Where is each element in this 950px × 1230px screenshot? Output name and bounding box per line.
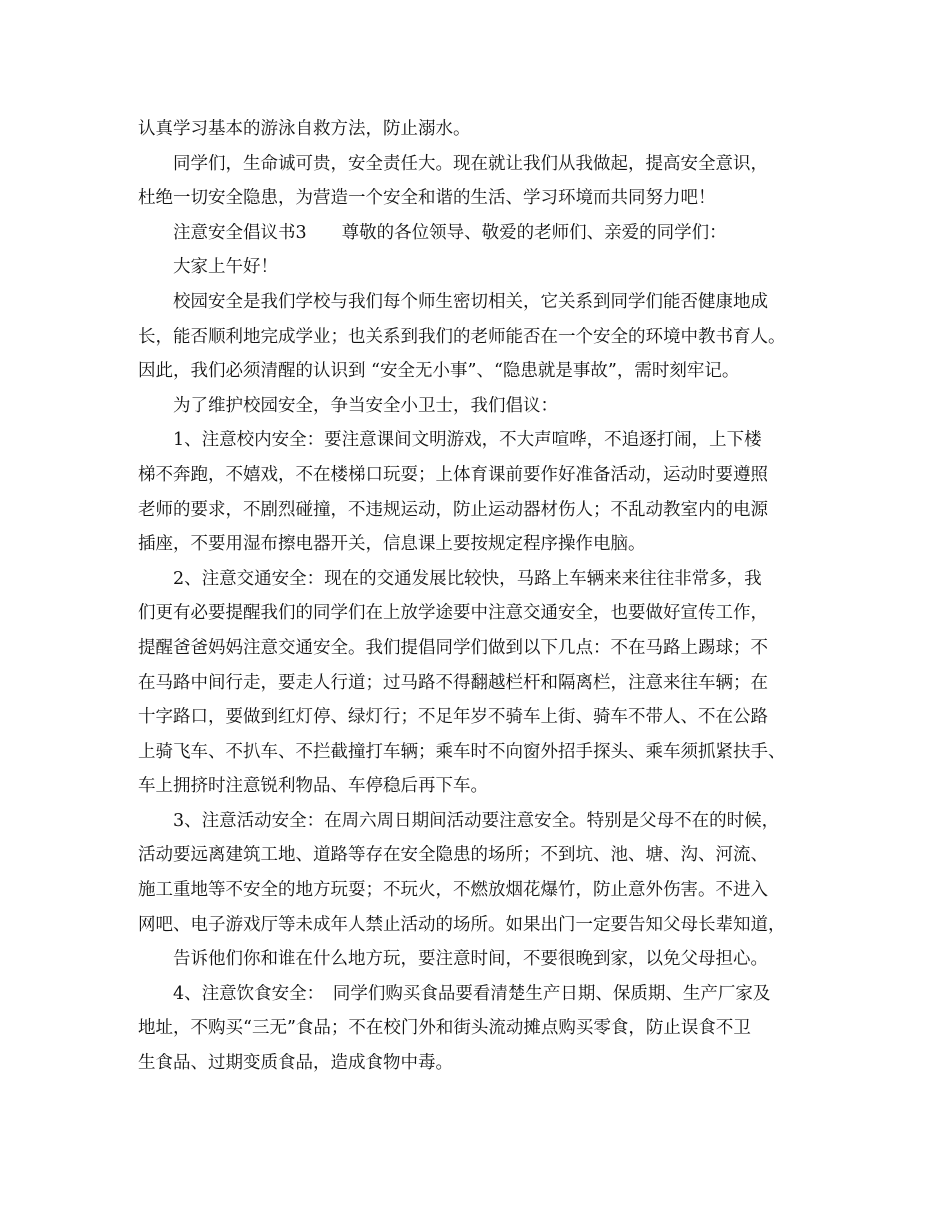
text-line: 在马路中间行走，要走人行道；过马路不得翻越栏杆和隔离栏，注意来往车辆；在 (138, 672, 768, 693)
text-line: 车上拥挤时注意锐利物品、车停稳后再下车。 (138, 776, 488, 797)
text-line: 地址，不购买“三无”食品；不在校门外和街头流动摊点购买零食，防止误食不卫 (138, 1018, 751, 1039)
text-line: 梯不奔跑，不嬉戏，不在楼梯口玩耍；上体育课前要作好准备活动，运动时要遵照 (138, 464, 768, 485)
text-line: 1、注意校内安全：要注意课间文明游戏，不大声喧哗，不追逐打闹，上下楼 (173, 430, 762, 451)
text-line: 十字路口，要做到红灯停、绿灯行；不足年岁不骑车上街、骑车不带人、不在公路 (138, 707, 768, 728)
text-line: 施工重地等不安全的地方玩耍；不玩火，不燃放烟花爆竹，防止意外伤害。不进入 (138, 880, 768, 901)
text-line: 认真学习基本的游泳自救方法，防止溺水。 (138, 119, 471, 139)
text-line: 长，能否顺利地完成学业；也关系到我们的老师能否在一个安全的环境中教书育人。 (138, 326, 786, 347)
text-line: 上骑飞车、不扒车、不拦截撞打车辆；乘车时不向窗外招手探头、乘车须抓紧扶手、 (138, 741, 786, 762)
text-line: 生食品、过期变质食品，造成食物中毒。 (138, 1053, 453, 1074)
text-line: 3、注意活动安全：在周六周日期间活动要注意安全。特别是父母不在的时候， (173, 810, 780, 831)
text-line: 告诉他们你和谁在什么地方玩，要注意时间，不要很晚到家，以免父母担心。 (173, 949, 768, 970)
text-line: 校园安全是我们学校与我们每个师生密切相关，它关系到同学们能否健康地成 (173, 291, 768, 312)
text-line: 为了维护校园安全，争当安全小卫士，我们倡议： (173, 395, 558, 416)
text-line: 网吧、电子游戏厅等未成年人禁止活动的场所。如果出门一定要告知父母长辈知道， (138, 914, 786, 935)
text-line: 注意安全倡议书3 尊敬的各位领导、敬爱的老师们、亲爱的同学们： (173, 222, 727, 243)
text-line: 提醒爸爸妈妈注意交通安全。我们提倡同学们做到以下几点：不在马路上踢球；不 (138, 637, 768, 658)
text-line: 2、注意交通安全：现在的交通发展比较快，马路上车辆来来往往非常多，我 (173, 568, 762, 589)
text-line: 杜绝一切安全隐患，为营造一个安全和谐的生活、学习环境而共同努力吧！ (138, 188, 716, 209)
text-line: 活动要远离建筑工地、道路等存在安全隐患的场所；不到坑、池、塘、沟、河流、 (138, 845, 768, 866)
text-line: 大家上午好！ (173, 257, 278, 278)
text-line: 4、注意饮食安全： 同学们购买食品要看清楚生产日期、保质期、生产厂家及 (173, 983, 771, 1004)
document-body (138, 112, 828, 1081)
text-line: 们更有必要提醒我们的同学们在上放学途要中注意交通安全，也要做好宣传工作， (138, 603, 768, 624)
text-line: 老师的要求，不剧烈碰撞，不违规运动，防止运动器材伤人；不乱动教室内的电源 (138, 499, 768, 520)
text-line: 因此，我们必须清醒的认识到 “安全无小事”、“隐患就是事故”，需时刻牢记。 (138, 361, 740, 382)
text-line: 同学们，生命诚可贵，安全责任大。现在就让我们从我做起，提高安全意识， (173, 153, 768, 174)
text-line: 插座，不要用湿布擦电器开关，信息课上要按规定程序操作电脑。 (138, 534, 646, 555)
